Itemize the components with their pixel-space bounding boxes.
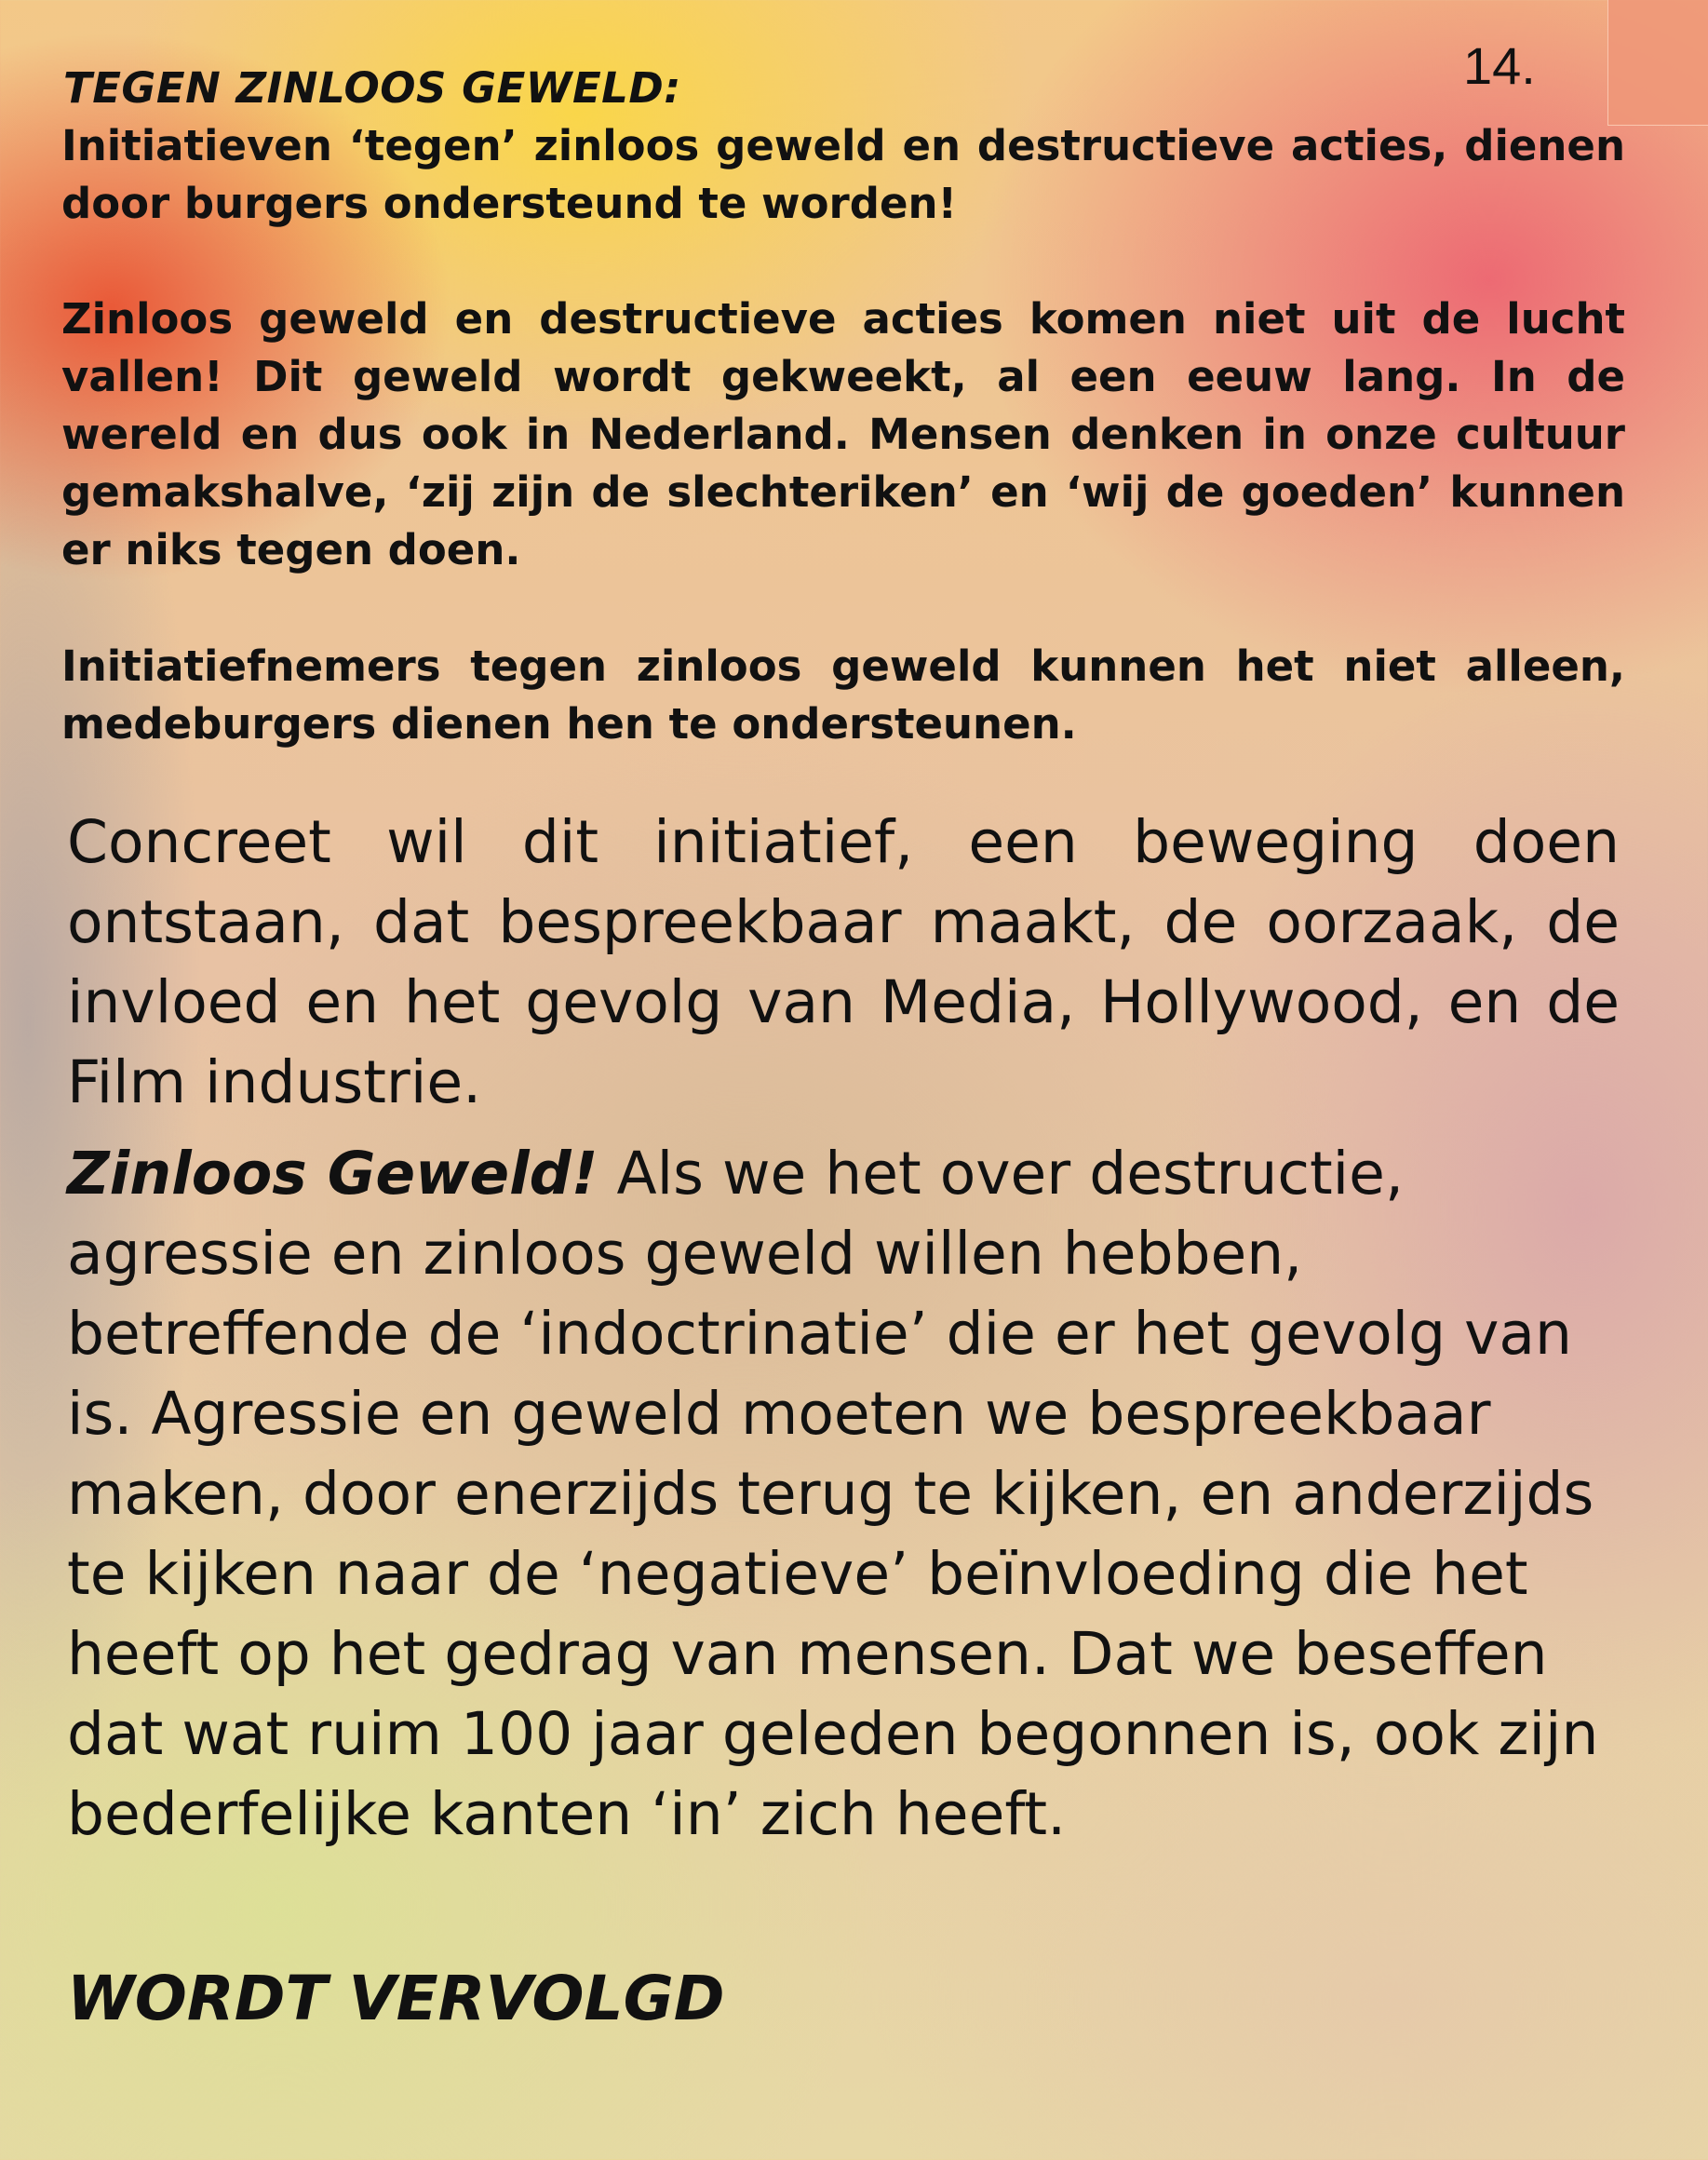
paragraph-body: Als we het over destructie, agressie en zinloos geweld willen hebben, betreffende de ‘indoctrinatie’ die er het gevolg van is. Agressie en geweld moeten we bespreekbaar maken, door enerzijds terug te kijken, en anderzijds te kijken naar de ‘negatieve’ beïnvloeding die het heeft op het gedrag van mensen. Dat we beseffen dat wat ruim 100 jaar geleden begonnen is, ook zijn bederfelijke kanten ‘in’ zich heeft. bbox=[67, 1140, 1599, 1848]
page-heading: TEGEN ZINLOOS GEWELD: bbox=[63, 63, 681, 113]
intro-paragraph: Initiatieven ‘tegen’ zinloos geweld en destructieve acties, dienen door burgers ondersteund te worden! bbox=[61, 121, 1625, 228]
corner-color-patch bbox=[1607, 0, 1708, 126]
paragraph-senseless-violence bbox=[67, 1134, 1649, 1855]
to-be-continued-footer: WORDT VERVOLGD bbox=[67, 1963, 725, 2034]
page-number: 14. bbox=[1463, 36, 1536, 95]
paragraph-initiators: Initiatiefnemers tegen zinloos geweld kunnen het niet alleen, medeburgers dienen hen te ondersteunen. bbox=[61, 641, 1625, 749]
paragraph-lead-emphasis: Zinloos Geweld! bbox=[67, 1140, 598, 1208]
paragraph-concrete-initiative: Concreet wil dit initiatief, een beweging doen ontstaan, dat bespreekbaar maakt, de oorzaak, de invloed en het gevolg van Media, Hollywood, en de Film industrie. bbox=[67, 808, 1620, 1116]
paragraph-cultivated-violence: Zinloos geweld en destructieve acties komen niet uit de lucht vallen! Dit geweld wordt gekweekt, al een eeuw lang. In de wereld en dus ook in Nederland. Mensen denken in onze cultuur gemakshalve, ‘zij zijn de slechteriken’ en ‘wij de goeden’ kunnen er niks tegen doen. bbox=[61, 294, 1625, 574]
